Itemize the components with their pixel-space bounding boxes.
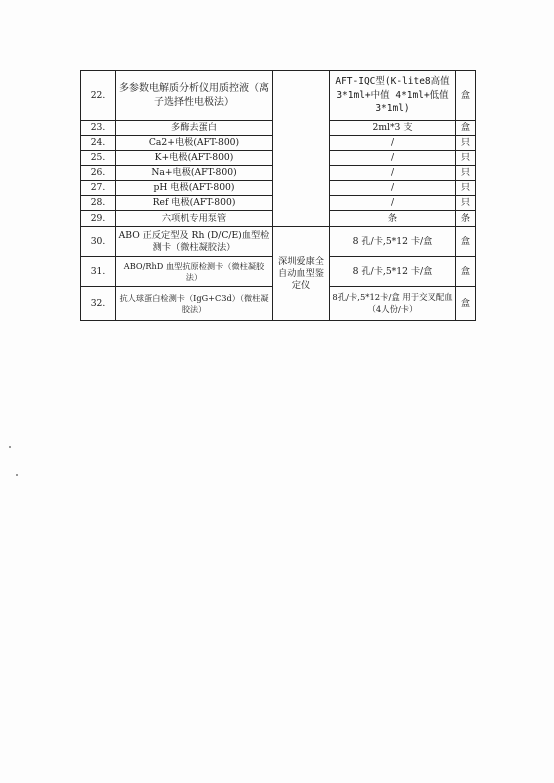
product-unit: 盒 — [456, 287, 476, 321]
row-number: 23. — [81, 121, 116, 136]
product-unit: 条 — [456, 211, 476, 227]
product-name: 多酶去蛋白 — [116, 121, 273, 136]
row-number: 24. — [81, 136, 116, 151]
product-name: Ref 电极(AFT-800) — [116, 196, 273, 211]
row-number: 22. — [81, 71, 116, 121]
product-unit: 只 — [456, 151, 476, 166]
product-unit: 盒 — [456, 257, 476, 287]
product-table — [80, 70, 476, 321]
product-spec: / — [330, 181, 456, 196]
product-spec: 8 孔/卡,5*12 卡/盒 — [330, 257, 456, 287]
product-name: ABO/RhD 血型抗原检测卡（微柱凝胶法） — [116, 257, 273, 287]
product-name: Na+电极(AFT-800) — [116, 166, 273, 181]
row-number: 26. — [81, 166, 116, 181]
row-number: 30. — [81, 227, 116, 257]
table-row — [81, 71, 476, 121]
product-name: K+电极(AFT-800) — [116, 151, 273, 166]
product-spec: 2ml*3 支 — [330, 121, 456, 136]
row-number: 28. — [81, 196, 116, 211]
scan-speck — [9, 446, 11, 448]
manufacturer-group: 深圳爱康全自动血型鉴定仪 — [273, 227, 330, 321]
manufacturer-cell-empty — [273, 71, 330, 227]
product-name: Ca2+电极(AFT-800) — [116, 136, 273, 151]
product-spec: 条 — [330, 211, 456, 227]
product-name: 六项机专用泵管 — [116, 211, 273, 227]
product-spec: AFT-IQC型(K-lite8高值 3*1ml+中值 4*1ml+低值 3*1ml) — [330, 71, 456, 121]
row-number: 25. — [81, 151, 116, 166]
product-unit: 只 — [456, 181, 476, 196]
product-spec: / — [330, 196, 456, 211]
product-name: 多参数电解质分析仪用质控液（离子选择性电极法） — [116, 71, 273, 121]
product-name: ABO 正反定型及 Rh (D/C/E)血型检测卡（微柱凝胶法） — [116, 227, 273, 257]
product-spec: / — [330, 136, 456, 151]
product-spec: 8孔/卡,5*12卡/盒 用于交叉配血（4人份/卡） — [330, 287, 456, 321]
product-name: 抗人球蛋白检测卡（IgG+C3d）（微柱凝胶法） — [116, 287, 273, 321]
product-unit: 盒 — [456, 121, 476, 136]
product-unit: 盒 — [456, 71, 476, 121]
row-number: 32. — [81, 287, 116, 321]
product-spec: / — [330, 151, 456, 166]
row-number: 29. — [81, 211, 116, 227]
table-row — [81, 227, 476, 257]
product-unit: 只 — [456, 136, 476, 151]
product-spec: / — [330, 166, 456, 181]
product-unit: 只 — [456, 196, 476, 211]
row-number: 27. — [81, 181, 116, 196]
product-unit: 只 — [456, 166, 476, 181]
product-unit: 盒 — [456, 227, 476, 257]
product-spec: 8 孔/卡,5*12 卡/盒 — [330, 227, 456, 257]
product-name: pH 电极(AFT-800) — [116, 181, 273, 196]
row-number: 31. — [81, 257, 116, 287]
scan-speck — [16, 474, 18, 476]
